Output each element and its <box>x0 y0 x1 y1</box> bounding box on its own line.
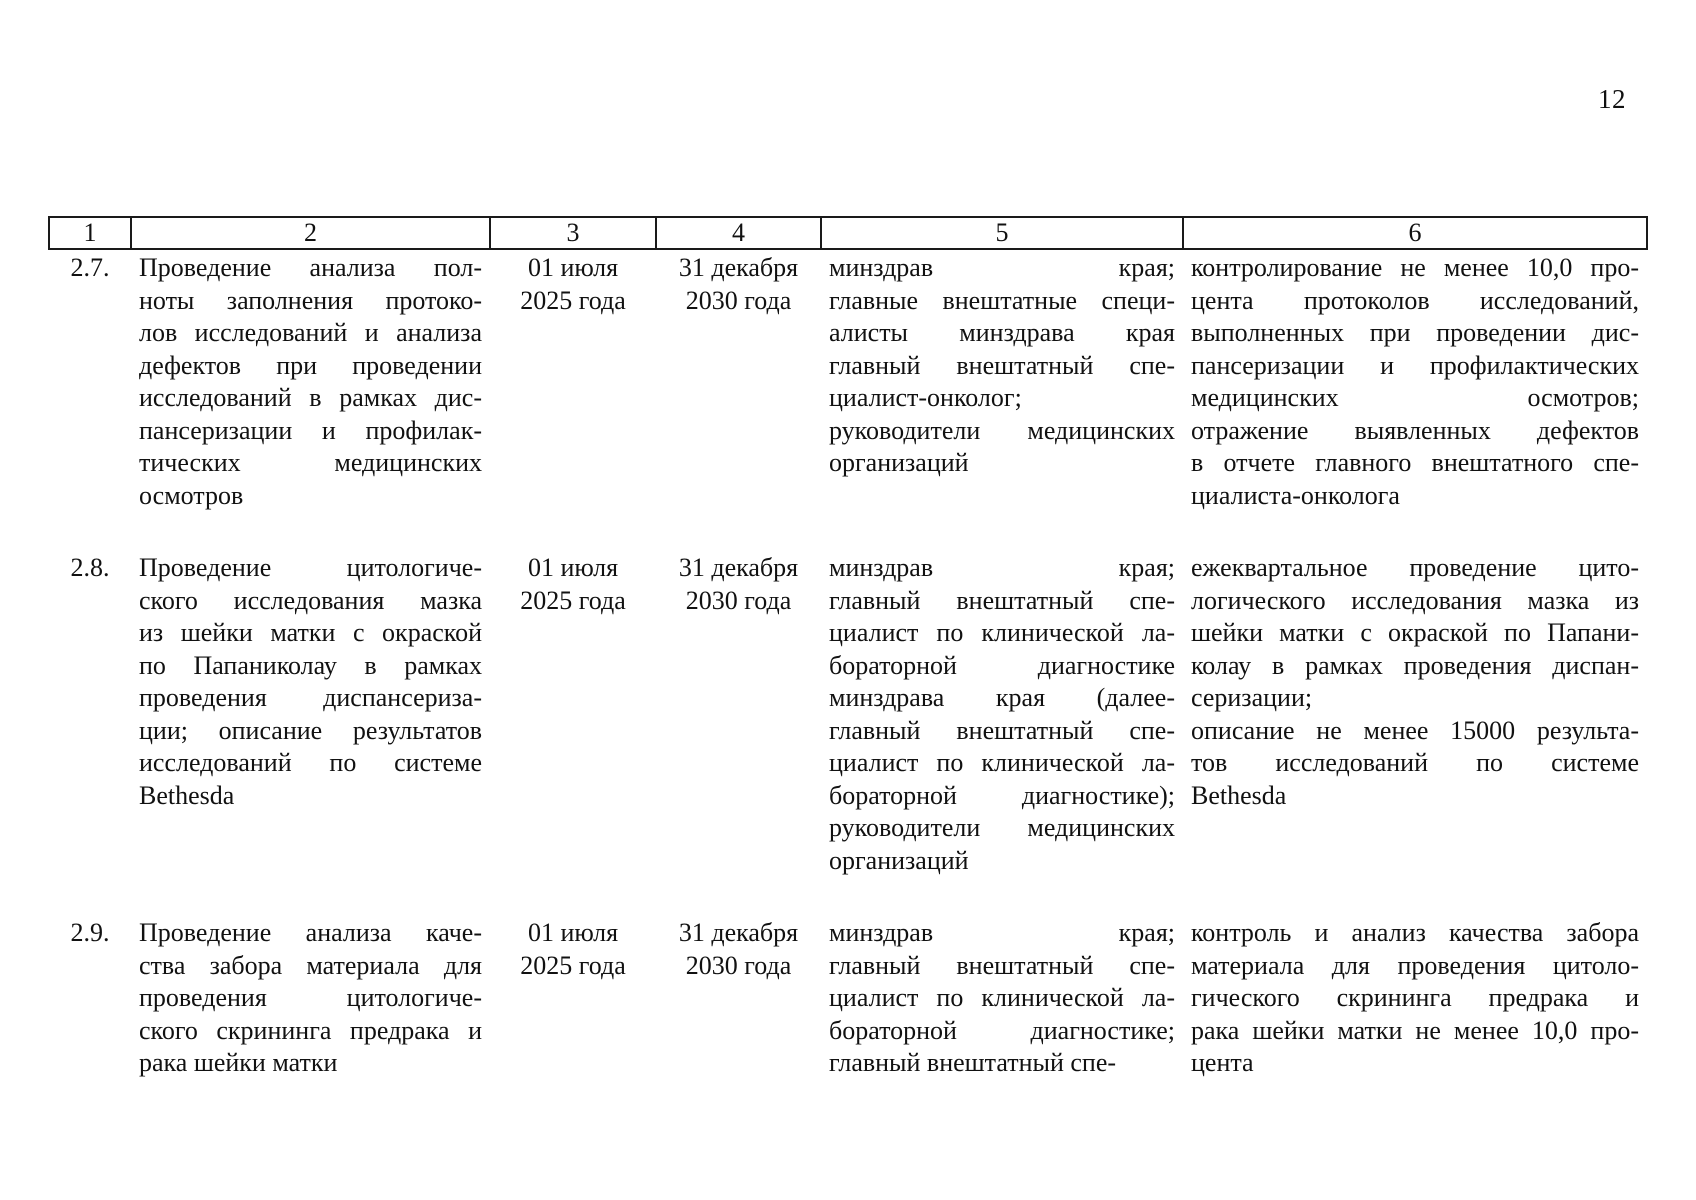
result-line: рака шейки матки не менее 10,0 про- <box>1191 1015 1639 1045</box>
description-line: ского скрининга предрака и <box>139 1015 482 1045</box>
start-line: 01 июля <box>527 253 619 282</box>
description-line: исследований в рамках дис- <box>139 383 482 412</box>
result-line: логического исследования мазка из <box>1191 585 1639 615</box>
result-line: отражение выявленных дефектов <box>1191 415 1639 445</box>
responsible-line: руководители медицинских <box>829 813 1175 842</box>
result-line: циалиста-онколога <box>1191 480 1400 510</box>
responsible-line: главный внештатный спе- <box>829 715 1175 745</box>
result-line: в отчете главного внештатного спе- <box>1191 448 1639 477</box>
result-line: контролирование не менее 10,0 про- <box>1191 253 1639 282</box>
responsible-line: бораторной диагностике); <box>829 780 1175 810</box>
result-line: Bethesda <box>1191 780 1287 810</box>
responsible-line: циалист по клинической ла- <box>829 983 1175 1012</box>
cell-description <box>131 917 490 1080</box>
header-col-3: 3 <box>490 217 656 249</box>
cell-number: 2.7. <box>70 253 110 282</box>
result-line: ежеквартальное проведение цито- <box>1191 553 1639 582</box>
result-line: цента <box>1191 1048 1254 1077</box>
start-line: 2025 года <box>520 950 626 980</box>
result-line: колау в рамках проведения диспан- <box>1191 650 1639 680</box>
description-line: ции; описание результатов <box>139 715 482 745</box>
description-line: ства забора материала для <box>139 950 482 980</box>
end-line: 2030 года <box>685 950 792 980</box>
responsible-line: главный внештатный спе- <box>829 350 1175 380</box>
description-line: из шейки матки с окраской <box>139 618 482 647</box>
plan-table <box>48 216 1648 1080</box>
result-line: цента протоколов исследований, <box>1191 285 1639 315</box>
responsible-line: организаций <box>829 845 969 875</box>
description-line: ноты заполнения протоко- <box>139 285 482 315</box>
end-line: 31 декабря <box>678 253 799 282</box>
result-line: контроль и анализ качества забора <box>1191 918 1639 947</box>
description-line: дефектов при проведении <box>139 350 482 380</box>
end-line: 31 декабря <box>678 553 799 582</box>
result-line: серизации; <box>1191 683 1313 712</box>
responsible-line: руководители медицинских <box>829 415 1175 445</box>
responsible-line: минздрав края; <box>829 553 1175 582</box>
header-row <box>49 217 1647 249</box>
cell-responsible <box>821 917 1183 1080</box>
cell-end-date <box>656 552 821 917</box>
result-line: шейки матки с окраской по Папани- <box>1191 618 1639 647</box>
description-line: проведения цитологиче- <box>139 983 482 1012</box>
description-line: осмотров <box>139 480 244 510</box>
cell-number: 2.9. <box>70 918 110 947</box>
result-line: материала для проведения цитоло- <box>1191 950 1639 980</box>
start-line: 01 июля <box>527 553 619 582</box>
table-header <box>49 217 1647 249</box>
description-line: лов исследований и анализа <box>139 318 482 347</box>
responsible-line: минздрав края; <box>829 918 1175 947</box>
end-line: 2030 года <box>685 285 792 315</box>
responsible-line: бораторной диагностике; <box>829 1015 1175 1045</box>
cell-description <box>131 552 490 917</box>
responsible-line: циалист по клинической ла- <box>829 748 1175 777</box>
responsible-line: бораторной диагностике <box>829 650 1175 680</box>
header-col-1: 1 <box>49 217 131 249</box>
table-body <box>49 249 1647 1080</box>
responsible-line: минздрав края; <box>829 253 1175 282</box>
cell-start-date <box>490 552 656 917</box>
result-line: медицинских осмотров; <box>1191 383 1639 412</box>
responsible-line: организаций <box>829 448 969 477</box>
description-line: по Папаниколау в рамках <box>139 650 482 680</box>
cell-end-date <box>656 249 821 552</box>
cell-number: 2.8. <box>70 553 110 582</box>
description-line: Проведение анализа каче- <box>139 918 482 947</box>
responsible-line: циалист-онколог; <box>829 383 1022 412</box>
result-line: описание не менее 15000 результа- <box>1191 715 1639 745</box>
responsible-line: главные внештатные специ- <box>829 285 1175 315</box>
description-line: ского исследования мазка <box>139 585 482 615</box>
table-row <box>49 917 1647 1080</box>
description-line: пансеризации и профилак- <box>139 415 482 445</box>
responsible-line: главный внештатный спе- <box>829 585 1175 615</box>
description-line: рака шейки матки <box>139 1048 338 1077</box>
end-line: 2030 года <box>685 585 792 615</box>
result-line: гического скрининга предрака и <box>1191 983 1639 1012</box>
table-row <box>49 249 1647 552</box>
cell-result <box>1183 552 1647 917</box>
page-number: 12 <box>1598 84 1626 114</box>
description-line: Проведение анализа пол- <box>139 253 482 282</box>
result-line: тов исследований по системе <box>1191 748 1639 777</box>
description-line: Проведение цитологиче- <box>139 553 482 582</box>
result-line: пансеризации и профилактических <box>1191 350 1639 380</box>
header-col-2: 2 <box>131 217 490 249</box>
responsible-line: главный внештатный спе- <box>829 950 1175 980</box>
description-line: проведения диспансериза- <box>139 683 482 712</box>
table-row <box>49 552 1647 917</box>
start-line: 2025 года <box>520 285 626 315</box>
start-line: 2025 года <box>520 585 626 615</box>
header-col-4: 4 <box>656 217 821 249</box>
header-col-5: 5 <box>821 217 1183 249</box>
cell-responsible <box>821 552 1183 917</box>
cell-start-date <box>490 917 656 1080</box>
cell-result <box>1183 917 1647 1080</box>
cell-responsible <box>821 249 1183 552</box>
description-line: Bethesda <box>139 780 235 810</box>
responsible-line: алисты минздрава края <box>829 318 1175 347</box>
cell-result <box>1183 249 1647 552</box>
header-col-6: 6 <box>1183 217 1647 249</box>
cell-start-date <box>490 249 656 552</box>
start-line: 01 июля <box>527 918 619 947</box>
cell-description <box>131 249 490 552</box>
description-line: тических медицинских <box>139 448 482 477</box>
cell-end-date <box>656 917 821 1080</box>
responsible-line: минздрава края (далее- <box>829 683 1175 712</box>
responsible-line: циалист по клинической ла- <box>829 618 1175 647</box>
description-line: исследований по системе <box>139 748 482 777</box>
result-line: выполненных при проведении дис- <box>1191 318 1639 347</box>
responsible-line: главный внештатный спе- <box>829 1048 1117 1077</box>
end-line: 31 декабря <box>678 918 799 947</box>
